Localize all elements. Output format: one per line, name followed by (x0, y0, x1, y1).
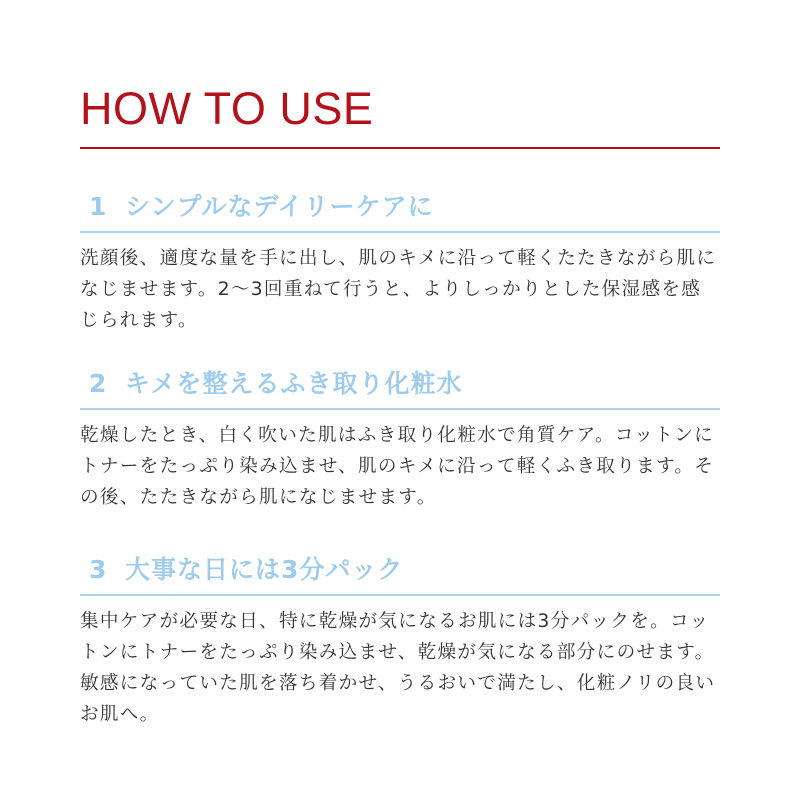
title-divider (80, 147, 720, 149)
usage-section-1 (80, 187, 720, 336)
section-body: 集中ケアが必要な日、特に乾燥が気になるお肌には3分パックを。コットンにトナーをたっぷり染み込ませ、乾燥が気になる部分にのせます。敏感になっていた肌を落ち着かせ、うるおいで満たし、化粧ノリの良いお肌へ。 (80, 611, 716, 725)
section-heading (80, 364, 720, 410)
section-title: 大事な日には3分パック (125, 555, 404, 584)
section-body: 洗顔後、適度な量を手に出し、肌のキメに沿って軽くたたきながら肌になじませます。2〜3回重ねて行うと、よりしっかりとした保湿感を感じられます。 (80, 248, 717, 331)
page-title: HOW TO USE (80, 83, 374, 134)
usage-section-2 (80, 364, 720, 513)
usage-section-3 (80, 550, 720, 730)
section-body: 乾燥したとき、白く吹いた肌はふき取り化粧水で角質ケア。コットンにトナーをたっぷり染み込ませ、肌のキメに沿って軽くふき取ります。その後、たたきながら肌になじませます。 (80, 425, 715, 508)
section-number: 3 (89, 555, 108, 584)
section-title: キメを整えるふき取り化粧水 (125, 369, 463, 398)
section-number: 2 (89, 369, 108, 398)
section-heading (80, 187, 720, 233)
section-title: シンプルなデイリーケアに (125, 192, 434, 221)
section-heading (80, 550, 720, 596)
section-number: 1 (89, 192, 108, 221)
